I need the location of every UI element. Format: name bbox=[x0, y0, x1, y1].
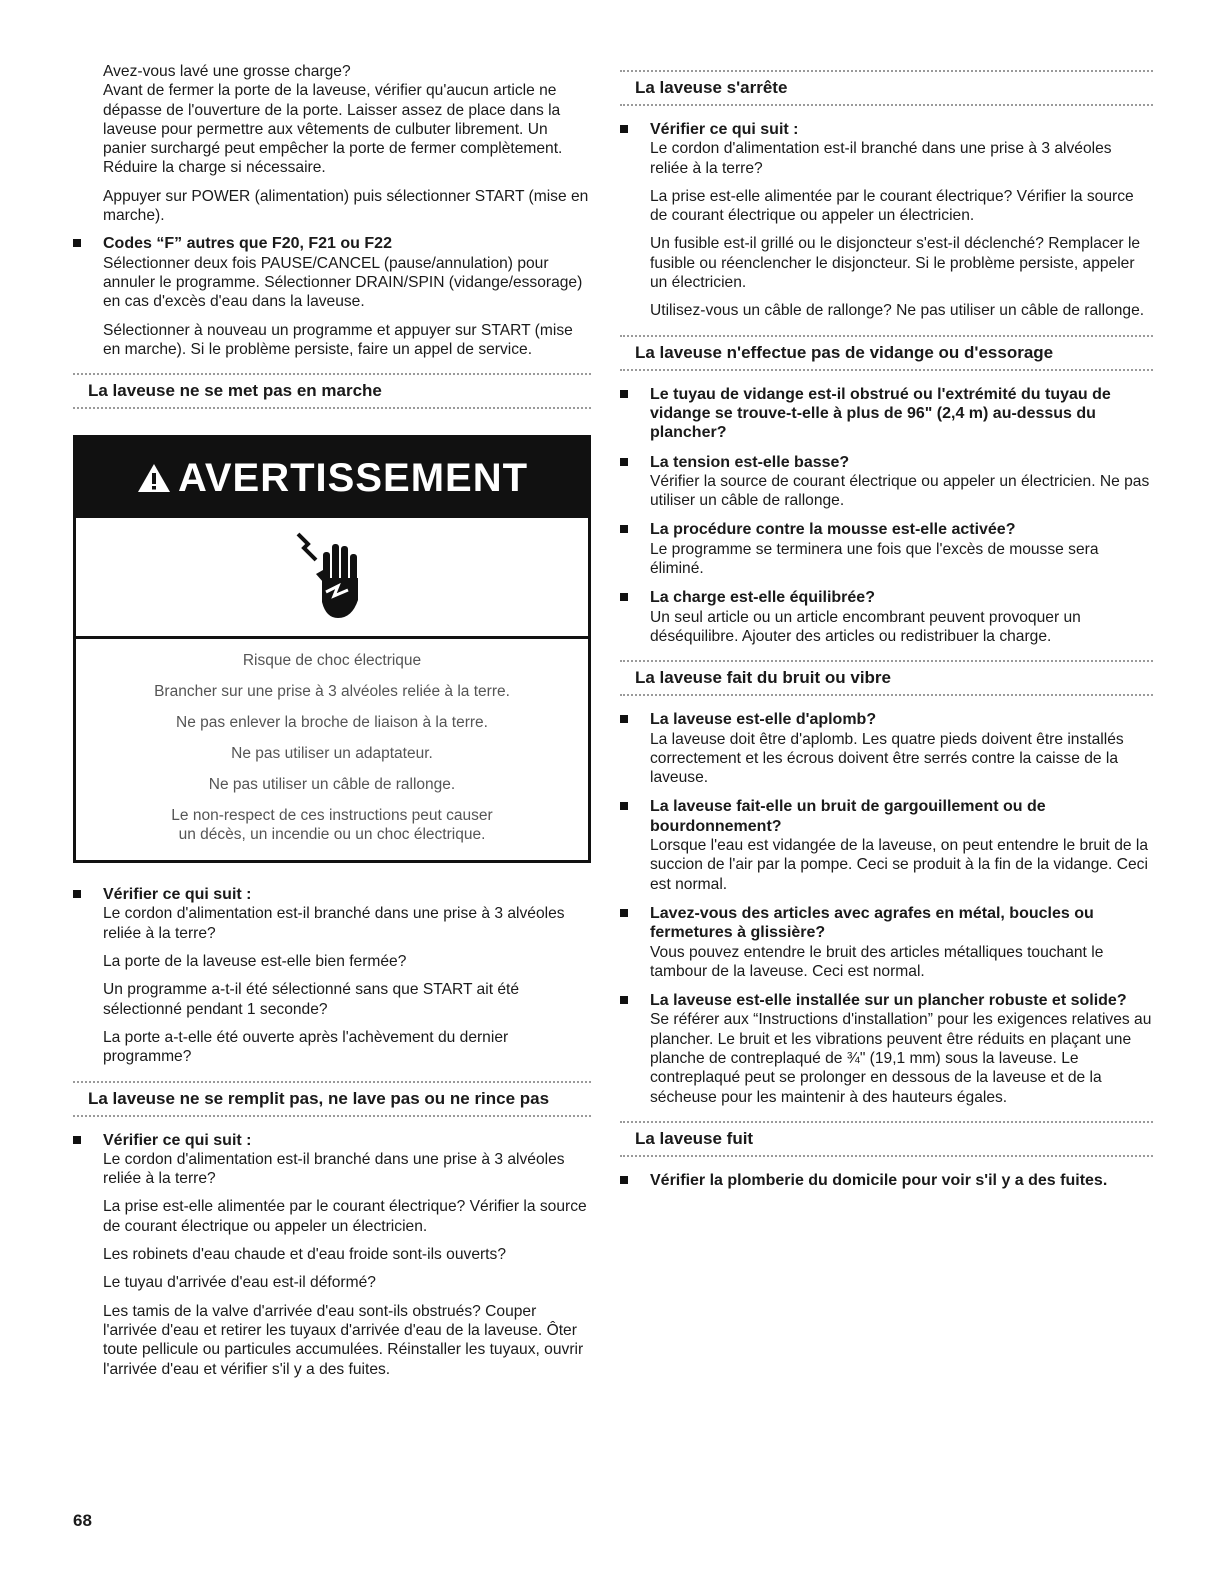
square-bullet-icon bbox=[620, 390, 628, 398]
list-item bbox=[620, 797, 1153, 893]
divider bbox=[73, 373, 591, 375]
warning-line-part: un décès, un incendie ou un choc électrique. bbox=[178, 826, 486, 844]
question: La laveuse est-elle installée sur un plancher robuste et solide? bbox=[650, 992, 1127, 1010]
section-heading bbox=[620, 660, 1153, 696]
answer: Un programme a-t-il été sélectionné sans que START ait été sélectionné pendant 1 seconde? bbox=[103, 981, 520, 1018]
answer: Les tamis de la valve d'arrivée d'eau sont-ils obstrués? Couper l'arrivée d'eau et retirer les tuyaux d'arrivée d'eau de la laveuse. Ôter toute pellicule ou particules accumulées. Réinstaller les tuyaux, ouvrir l'arrivée d'eau et vérifier s'il y a des fuites. bbox=[103, 1302, 584, 1378]
warning-icon-area bbox=[76, 518, 588, 639]
answer: Sélectionner deux fois PAUSE/CANCEL (pause/annulation) pour annuler le programme. Sélectionner DRAIN/SPIN (vidange/essorage) en cas d'excès d'eau dans la laveuse. bbox=[103, 254, 583, 311]
divider bbox=[620, 1155, 1153, 1157]
question: Codes “F” autres que F20, F21 ou F22 bbox=[103, 235, 392, 253]
divider bbox=[73, 407, 591, 409]
question: Le tuyau de vidange est-il obstrué ou l'extrémité du tuyau de vidange se trouve-t-elle à plus de 96" (2,4 m) au-dessus du plancher? bbox=[650, 385, 1111, 442]
divider bbox=[620, 70, 1153, 72]
question: Vérifier ce qui suit : bbox=[650, 121, 799, 138]
answer: Le cordon d'alimentation est-il branché dans une prise à 3 alvéoles reliée à la terre? bbox=[103, 1150, 565, 1188]
question: La tension est-elle basse? bbox=[650, 453, 850, 471]
warning-line: Ne pas utiliser un adaptateur. bbox=[231, 745, 433, 763]
answer: Vérifier la source de courant électrique ou appeler un électricien. Ne pas utiliser un câble de rallonge. bbox=[650, 472, 1150, 510]
warning-line: Brancher sur une prise à 3 alvéoles reliée à la terre. bbox=[154, 683, 510, 701]
list-item bbox=[620, 904, 1153, 981]
section-title: La laveuse ne se remplit pas, ne lave pas ou ne rince pas bbox=[88, 1088, 550, 1108]
divider bbox=[73, 1081, 591, 1083]
warning-line: Ne pas enlever la broche de liaison à la terre. bbox=[176, 714, 488, 732]
section-title: La laveuse fuit bbox=[635, 1128, 754, 1148]
square-bullet-icon bbox=[620, 125, 628, 133]
list-item bbox=[620, 588, 1153, 646]
section-title: La laveuse fait du bruit ou vibre bbox=[635, 668, 891, 688]
square-bullet-icon bbox=[620, 525, 628, 533]
answer: Sélectionner à nouveau un programme et appuyer sur START (mise en marche). Si le problème persiste, faire un appel de service. bbox=[103, 321, 573, 358]
section-heading bbox=[73, 373, 591, 409]
question: Vérifier ce qui suit : bbox=[103, 886, 252, 904]
square-bullet-icon bbox=[620, 996, 628, 1004]
divider bbox=[620, 694, 1153, 696]
answer: La porte a-t-elle été ouverte après l'achèvement du dernier programme? bbox=[103, 1028, 509, 1066]
square-bullet-icon bbox=[620, 909, 628, 917]
intro-question: Avez-vous lavé une grosse charge? bbox=[103, 63, 351, 80]
section-heading bbox=[620, 70, 1153, 106]
list-item bbox=[73, 234, 591, 359]
list-item bbox=[620, 120, 1153, 321]
answer: Un seul article ou un article encombrant peuvent provoquer un déséquilibre. Ajouter des articles ou redistribuer la charge. bbox=[650, 608, 1081, 645]
left-column bbox=[73, 62, 591, 1389]
square-bullet-icon bbox=[620, 715, 628, 723]
answer: Le programme se terminera une fois que l'excès de mousse sera éliminé. bbox=[650, 540, 1099, 578]
section-heading bbox=[620, 1121, 1153, 1157]
answer: Le cordon d'alimentation est-il branché dans une prise à 3 alvéoles reliée à la terre? bbox=[650, 140, 1112, 177]
question: Vérifier la plomberie du domicile pour voir s'il y a des fuites. bbox=[650, 1171, 1108, 1189]
divider bbox=[620, 335, 1153, 337]
intro-power-text: Appuyer sur POWER (alimentation) puis sélectionner START (mise en marche). bbox=[103, 187, 589, 225]
section-heading bbox=[73, 1081, 591, 1117]
square-bullet-icon bbox=[73, 890, 81, 898]
warning-triangle-icon bbox=[136, 462, 172, 494]
electric-shock-hand-icon bbox=[292, 532, 372, 622]
warning-text bbox=[76, 639, 588, 860]
question: Vérifier ce qui suit : bbox=[103, 1131, 252, 1149]
divider bbox=[73, 1115, 591, 1117]
answer: Vous pouvez entendre le bruit des articles métalliques touchant le tambour de la laveuse. Ceci est normal. bbox=[650, 943, 1104, 980]
question: La laveuse est-elle d'aplomb? bbox=[650, 711, 877, 729]
question: La charge est-elle équilibrée? bbox=[650, 589, 875, 607]
answer: Les robinets d'eau chaude et d'eau froide sont-ils ouverts? bbox=[103, 1246, 506, 1264]
section-title: La laveuse ne se met pas en marche bbox=[88, 381, 382, 401]
divider bbox=[620, 104, 1153, 106]
list-item bbox=[73, 1131, 591, 1379]
intro-text: Avant de fermer la porte de la laveuse, vérifier qu'aucun article ne dépasse de l'ouverture de la porte. Laisser assez de place dans la laveuse pour permettre aux vêtements de culbuter librement. Un panier surchargé peut empêcher la porte de fermer complètement. Réduire la charge si nécessaire. bbox=[103, 82, 563, 177]
question: La laveuse fait-elle un bruit de gargouillement ou de bourdonnement? bbox=[650, 798, 1046, 835]
answer: La prise est-elle alimentée par le courant électrique? Vérifier la source de courant électrique ou appeler un électricien. bbox=[650, 187, 1134, 225]
list-item bbox=[73, 885, 591, 1066]
divider bbox=[620, 660, 1153, 662]
warning-line bbox=[90, 806, 574, 844]
list-item bbox=[620, 710, 1153, 787]
intro-block bbox=[73, 62, 591, 225]
answer: Lorsque l'eau est vidangée de la laveuse, on peut entendre le bruit de la succion de l'air par la pompe. Ceci se produit à la fin de la vidange. Ceci est normal. bbox=[650, 837, 1149, 893]
square-bullet-icon bbox=[73, 1136, 81, 1144]
answer: Le tuyau d'arrivée d'eau est-il déformé? bbox=[103, 1274, 376, 1292]
warning-line: Risque de choc électrique bbox=[242, 652, 422, 670]
answer: Utilisez-vous un câble de rallonge? Ne pas utiliser un câble de rallonge. bbox=[650, 302, 1145, 320]
right-column bbox=[620, 70, 1153, 1200]
warning-box bbox=[73, 435, 591, 863]
square-bullet-icon bbox=[620, 1176, 628, 1184]
answer: Un fusible est-il grillé ou le disjoncteur s'est-il déclenché? Remplacer le fusible ou réenclencher le disjoncteur. Si le problème persiste, appeler un électricien. bbox=[650, 235, 1141, 292]
section-heading bbox=[620, 335, 1153, 371]
section-title: La laveuse s'arrête bbox=[635, 78, 788, 97]
warning-line: Ne pas utiliser un câble de rallonge. bbox=[208, 776, 456, 794]
list-item bbox=[620, 1171, 1153, 1190]
square-bullet-icon bbox=[620, 802, 628, 810]
warning-banner bbox=[76, 438, 588, 518]
list-item bbox=[620, 385, 1153, 443]
section-title: La laveuse n'effectue pas de vidange ou d'essorage bbox=[635, 342, 1054, 362]
question: La procédure contre la mousse est-elle activée? bbox=[650, 521, 1016, 539]
divider bbox=[620, 369, 1153, 371]
question: Lavez-vous des articles avec agrafes en métal, boucles ou fermetures à glissière? bbox=[650, 904, 1094, 942]
answer: La porte de la laveuse est-elle bien fermée? bbox=[103, 953, 407, 971]
divider bbox=[620, 1121, 1153, 1123]
square-bullet-icon bbox=[620, 593, 628, 601]
page-number: 68 bbox=[73, 1511, 92, 1530]
list-item bbox=[620, 453, 1153, 511]
answer: Se référer aux “Instructions d'installation” pour les exigences relatives au plancher. Le bruit et les vibrations peuvent être réduits en plaçant une planche de contreplaqué de ¾" (19,1 mm) sous la laveuse. Le contreplaqué peut se prolonger en dessous de la laveuse et de la sécheuse pour les maintenir à des hauteurs égales. bbox=[650, 1011, 1152, 1106]
answer: La prise est-elle alimentée par le courant électrique? Vérifier la source de courant électrique ou appeler un électricien. bbox=[103, 1198, 587, 1235]
answer: La laveuse doit être d'aplomb. Les quatre pieds doivent être installés correctement et les écrous doivent être serrés contre la caisse de la laveuse. bbox=[650, 730, 1124, 787]
square-bullet-icon bbox=[73, 239, 81, 247]
warning-banner-text: AVERTISSEMENT bbox=[177, 455, 529, 500]
answer: Le cordon d'alimentation est-il branché dans une prise à 3 alvéoles reliée à la terre? bbox=[103, 905, 565, 942]
list-item bbox=[620, 991, 1153, 1107]
warning-line-part: Le non-respect de ces instructions peut causer bbox=[171, 807, 493, 825]
square-bullet-icon bbox=[620, 458, 628, 466]
list-item bbox=[620, 520, 1153, 578]
